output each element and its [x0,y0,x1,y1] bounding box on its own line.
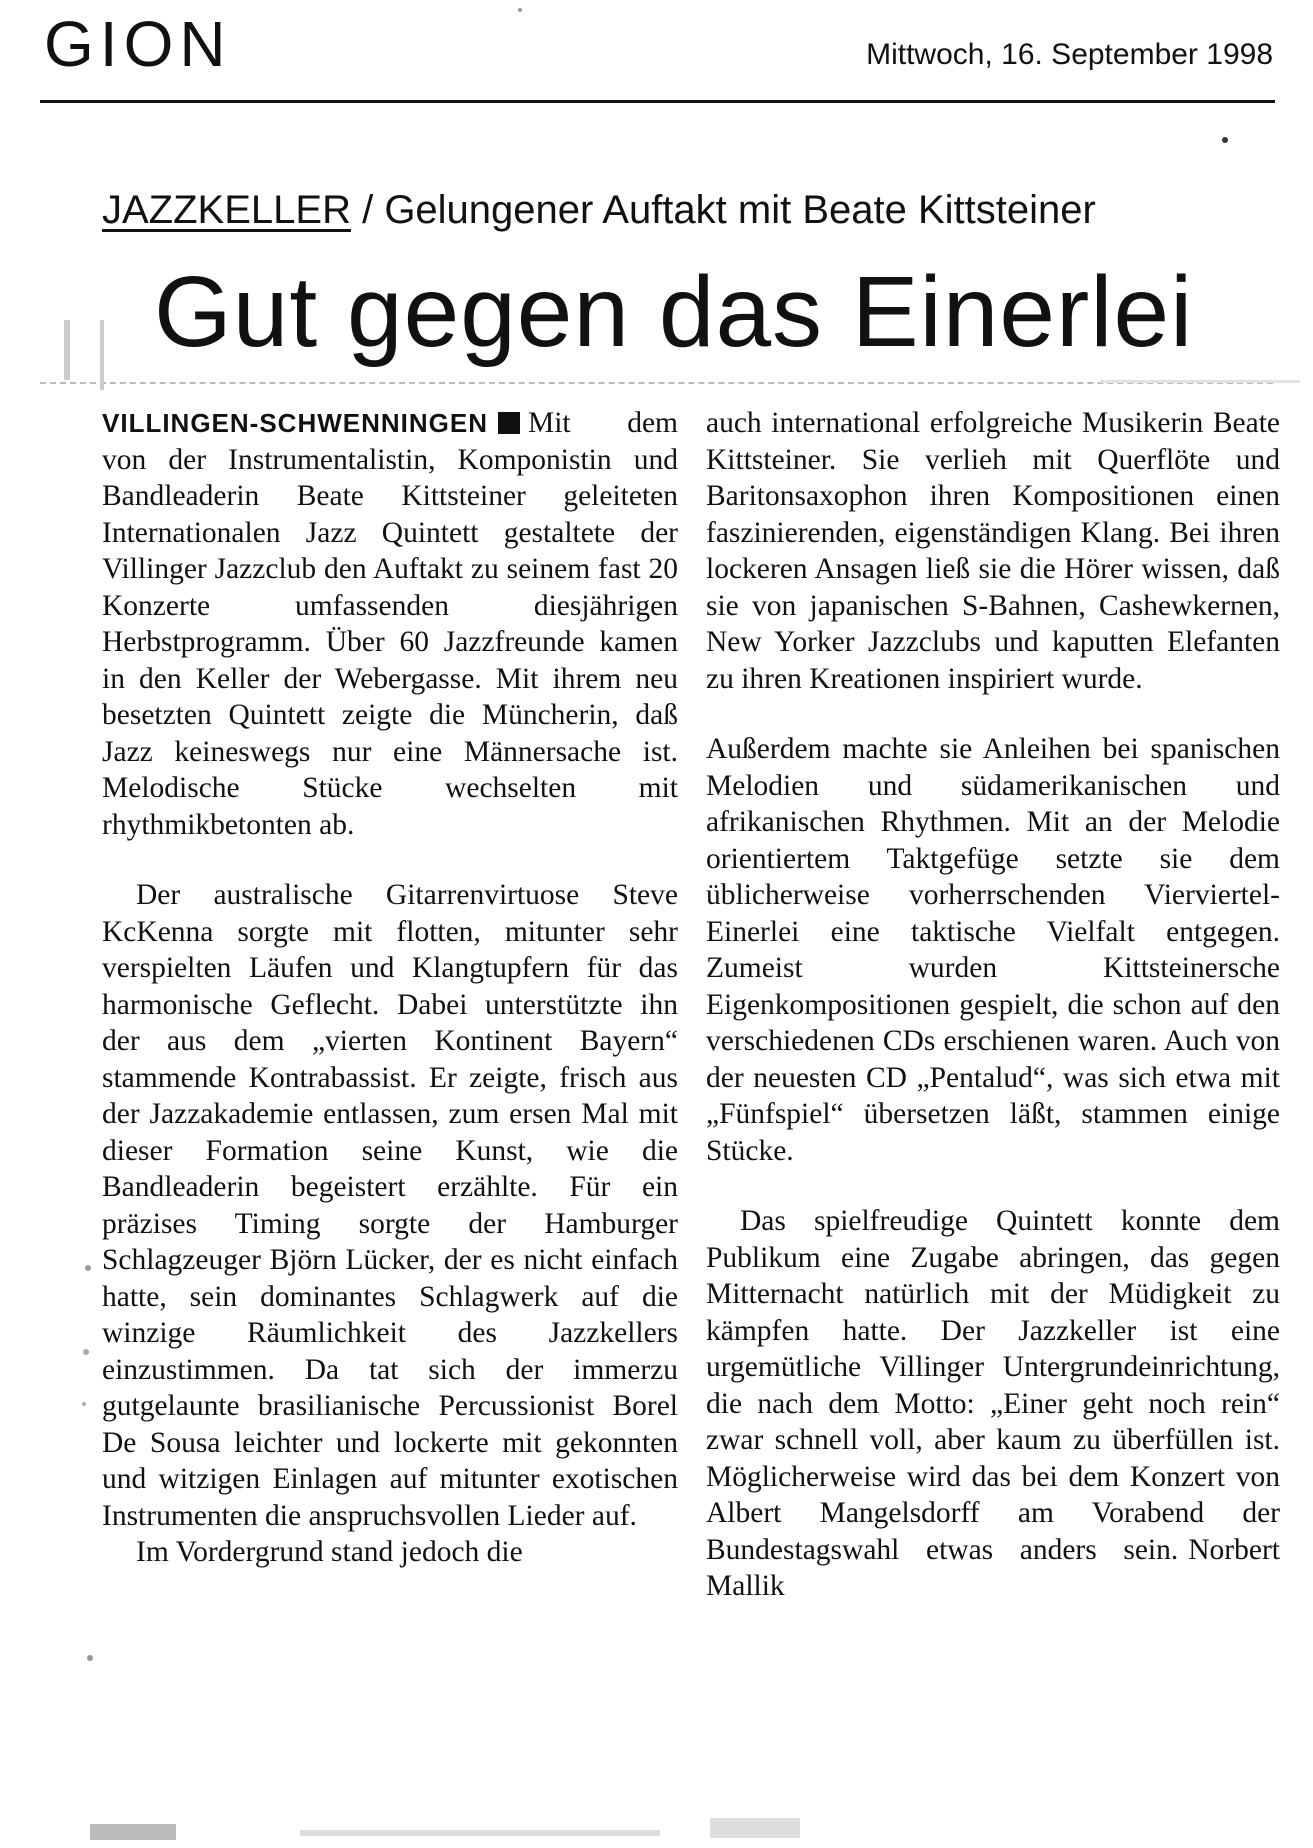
author-byline: Norbert Mallik [706,1533,1280,1602]
paragraph: Der australische Gitarrenvirtuose Steve KcKenna sorgte mit flotten, mitunter sehr verspielten Läufen und Klangtupfern für das harmonische Geflecht. Dabei unterstützte ihn der aus dem „vierten Kontinent Bayern“ stammende Kontrabassist. Er zeigte, frisch aus der Jazzakademie entlassen, zum ersen Mal mit dieser Formation seine Kunst, wie die Bandleaderin begeistert erzählte. Für ein präzises Timing sorgte der Hamburger Schlagzeuger Björn Lücker, der es nicht einfach hatte, sein dominantes Schlagwerk auf die winzige Räumlichkeit des Jazzkellers einzustimmen. Da tat sich der immerzu gutgelaunte brasilianische Percussionist Borel De Sousa leichter und lockerte mit gekonnten und witzigen Einlagen auf mitunter exotischen Instrumenten die anspruchsvollen Lieder auf. [102,879,678,1532]
issue-date: Mittwoch, 16. September 1998 [866,38,1273,71]
section-name: GION [44,8,232,80]
dateline: VILLINGEN-SCHWENNINGEN [102,408,488,438]
kicker [102,190,1096,230]
paragraph-text: Das spielfreudige Quintett konnte dem Publikum eine Zugabe abringen, das gegen Mitternacht natürlich mit der Müdigkeit zu kämpfen hatte. Der Jazzkeller ist eine urgemütliche Villinger Untergrundeinrichtung, die nach dem Motto: „Einer geht noch rein“ zwar schnell voll, aber kaum zu überfüllen ist. Möglicherweise wird das bei dem Konzert von Albert Mangelsdorff am Vorabend der Bundestagswahl etwas anders sein. [706,1205,1280,1566]
headline-rule [40,382,1273,384]
header-rule [40,100,1275,103]
paragraph: auch international erfolgreiche Musikerin Beate Kittsteiner. Sie verlieh mit Querflöte und Baritonsaxophon ihren Kompositionen einen faszinierenden, eigenständigen Klang. Bei ihren lockeren Ansagen ließ sie die Hörer wissen, daß sie von japanischen S-Bahnen, Cashewkernen, New Yorker Jazzclubs und kaputten Elefanten zu ihren Kreationen inspiriert wurde. [706,407,1280,695]
paragraph: Außerdem machte sie Anleihen bei spanischen Melodien und südamerikanischen und afrikanischen Rhythmen. Mit an der Melodie orientiertem Taktgefüge setzte sie dem üblicherweise vorherrschenden Vierviertel-Einerlei eine taktische Vielfalt entgegen. Zumeist wurden Kittsteinersche Eigenkompositionen gespielt, die schon auf den verschiedenen CDs erschienen waren. Auch von der neuesten CD „Pentalud“, was sich etwa mit „Fünfspiel“ übersetzen läßt, stammen einige Stücke. [706,733,1280,1167]
dateline-square-icon [498,412,520,434]
paragraph-text: Mit dem von der Instrumentalistin, Komponistin und Bandleaderin Beate Kittsteiner geleiteten Internationalen Jazz Quintett gestaltete der Villinger Jazzclub den Auftakt zu seinem fast 20 Konzerte umfassenden diesjährigen Herbstprogramm. Über 60 Jazzfreunde kamen in den Keller der Webergasse. Mit ihrem neu besetzten Quintett zeigte die Müncherin, daß Jazz keineswegs nur eine Männersache ist. Melodische Stücke wechselten mit rhythmikbetonten ab. [102,407,678,841]
kicker-topic: JAZZKELLER [102,188,351,232]
column-left [102,405,678,1571]
paragraph: Im Vordergrund stand jedoch die [136,1536,523,1568]
paragraph [102,405,678,843]
headline: Gut gegen das Einerlei [154,256,1194,368]
kicker-separator: / [350,188,385,232]
column-right [706,405,1280,1605]
kicker-text: Gelungener Auftakt mit Beate Kittsteiner [384,188,1096,232]
paragraph [706,1203,1280,1605]
